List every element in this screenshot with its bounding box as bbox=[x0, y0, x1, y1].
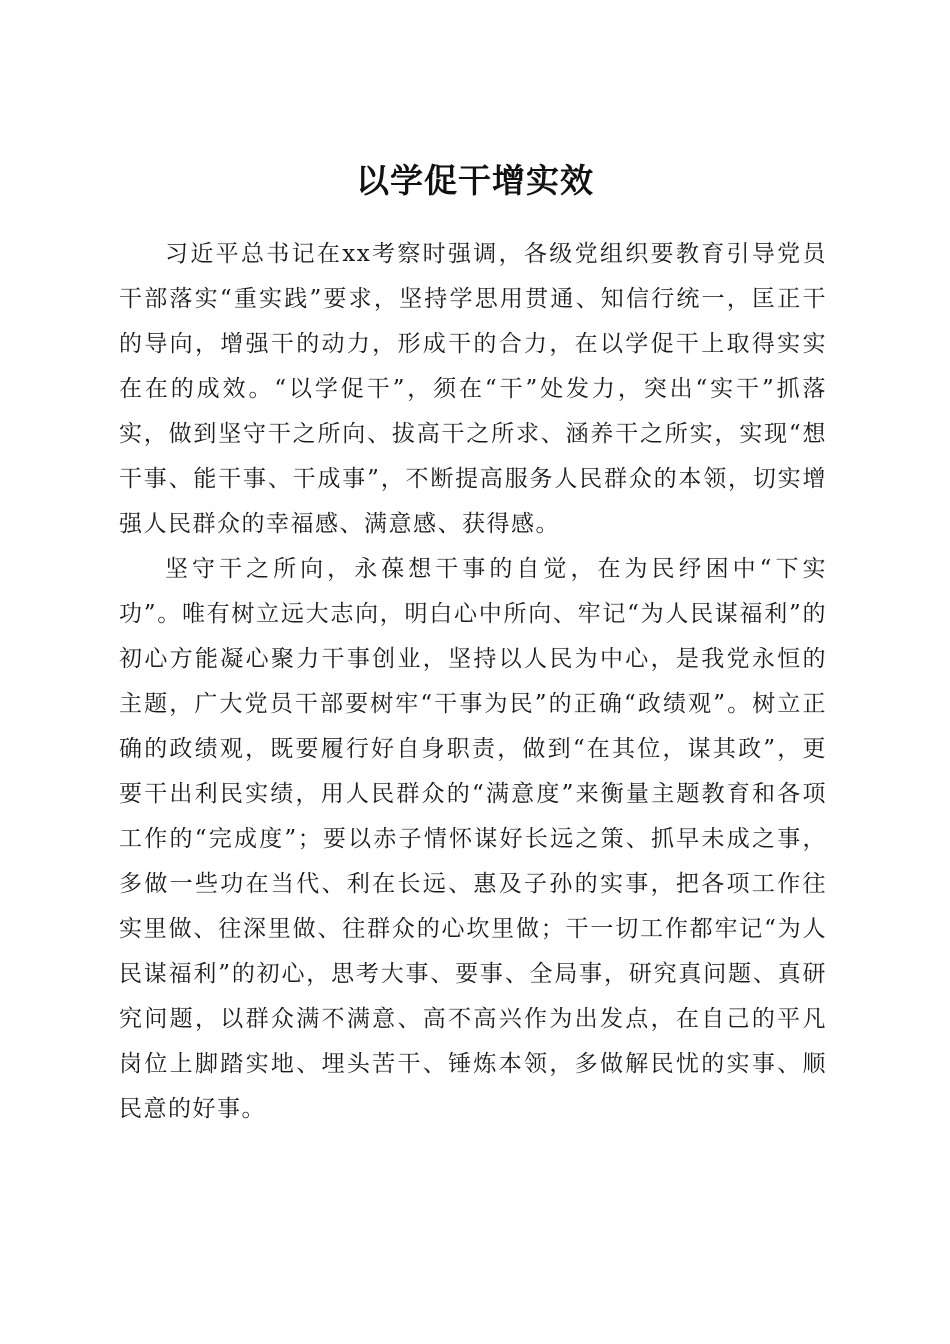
document-title: 以学促干增实效 bbox=[356, 161, 594, 201]
document-body bbox=[119, 232, 827, 1132]
paragraph-2: 坚守干之所向，永葆想干事的自觉，在为民纾困中“下实功”。唯有树立远大志向，明白心中所向、牢记“为人民谋福利”的初心方能凝心聚力干事创业，坚持以人民为中心，是我党永恒的主题，广大党员干部要树牢“干事为民”的正确“政绩观”。树立正确的政绩观，既要履行好自身职责，做到“在其位，谋其政”，更要干出利民实绩，用人民群众的“满意度”来衡量主题教育和各项工作的“完成度”；要以赤子情怀谋好长远之策、抓早未成之事，多做一些功在当代、利在长远、惠及子孙的实事，把各项工作往实里做、往深里做、往群众的心坎里做；干一切工作都牢记“为人民谋福利”的初心，思考大事、要事、全局事，研究真问题、真研究问题，以群众满不满意、高不高兴作为出发点，在自己的平凡岗位上脚踏实地、埋头苦干、锤炼本领，多做解民忧的实事、顺民意的好事。 bbox=[119, 556, 827, 1122]
paragraph-1: 习近平总书记在xx考察时强调，各级党组织要教育引导党员干部落实“重实践”要求，坚持学思用贯通、知信行统一，匡正干的导向，增强干的动力，形成干的合力，在以学促干上取得实实在在的成效。“以学促干”，须在“干”处发力，突出“实干”抓落实，做到坚守干之所向、拔高干之所求、涵养干之所实，实现“想干事、能干事、干成事”，不断提高服务人民群众的本领，切实增强人民群众的幸福感、满意感、获得感。 bbox=[119, 241, 827, 537]
